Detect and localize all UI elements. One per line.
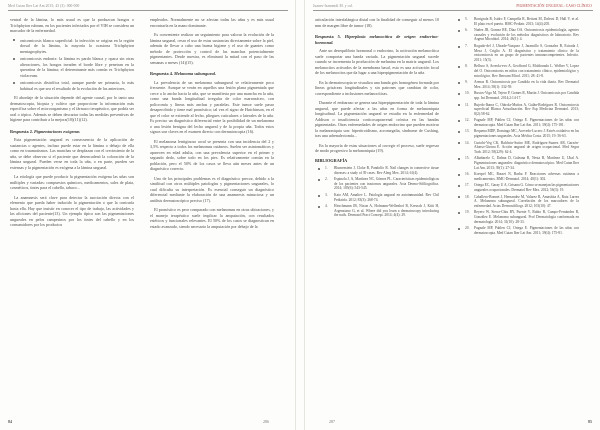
- section-number: Respuesta 5.: [315, 34, 345, 39]
- paragraph: La anamnesis será clave para detectar la asociación directa con el elemento que pueda haber inducido la pigmentación o que la contraría hasta ella. Hay que insistir en conocer el tipo de trabajo, las actividades y las aficiones del paciente(13). Un ejemplo típico son las pigmentaciones ungueales en pelos campesinos por los tintes del cabello y en los consumidores por los productos: [10, 194, 134, 227]
- right-page: [304, 0, 600, 430]
- reference-item: [465, 183, 579, 192]
- header-rule: [313, 10, 593, 11]
- reference-text: Pugnale MP, Pahlen CJ, Ortega E. Pigmentaciones de las uñas con dermatoscopia. Med Cutan Iber Lat Am. 2011; 39(4): 175-181.: [474, 118, 579, 127]
- reference-text: Caballero-Bonnet J, Hernandez M, Valarez R, Amashita A, Ruiz Larrea A. Melanoma subungueal. Correlación de los marcadores de la enfermedad. Actas Dermosifiliogr. 2012; 103(10): 47.: [474, 194, 579, 208]
- reference-item: [465, 129, 579, 138]
- reference-item: [465, 64, 579, 78]
- reference-number: 12.: [465, 118, 470, 123]
- paragraph: La prevalencia de un melanoma subungueal se relativamente poco frecuente. Aunque se verán en aquellos una lesión plana pigmentada que crece a lo ancho hacia la uña, que se manifiesta por una mancha en la uña, como una banda longitudinal irregular de color marronáceo, con policromía y líneas más anchas y paralelas. Este tumor suele pasar desapercibido y tiene mal pronóstico; tal vez el signo de Hutchinson, en el que el color se extiende al lecho, pliegues cuticulares o laterales de la uña. Es preciso un diagnóstico diferencial entre la posibilidad de un melanoma o una lesión benigna del lecho ungueal y de la propia uña. Todos estos signos son claves en el examen directo con dermatoscopia (16).: [150, 79, 274, 134]
- bibliography-heading: BIBLIOGRAFÍA: [315, 157, 348, 163]
- paragraph: ventral de la lámina, lo más usual es que la produzcan hongos o Trichphyton rubrum, en los pacientes infectados por el VIH se considera un marcador de la enfermedad.: [10, 17, 134, 33]
- reference-item: [465, 172, 579, 181]
- bullet-item: onicomicosis blanca superficial: la infección se origina en la región dorsal de la lámina, la mayoría la ocasiona Trichphyton mentagrophytes.: [20, 37, 134, 54]
- reference-number: 10.: [465, 91, 470, 96]
- reference-number: 4.: [325, 204, 328, 209]
- section-title: Pigmentaciones exógenas: [34, 128, 80, 134]
- reference-item: [325, 166, 439, 175]
- reference-text: Bustos-Vigo M, Tejero P, Gomes R, Martin J. Onicomicosis por Candida spp. Int Dermatol. 2014;2:14-17.: [474, 91, 579, 100]
- reference-list: [455, 17, 579, 235]
- reference-text: Arenas R. Onicomicosis por Candida en la vida diaria. Rev Dermatol Mex. 2014; 58(1): 332-59.: [474, 80, 579, 89]
- reference-item: [465, 44, 579, 62]
- bullet-item: onicomicosis distrófica total, aunque puede ser primaria, lo más habitual es que sea el resultado de la evolución de las anteriores.: [20, 80, 134, 91]
- reference-text: Bonigrafa R, Isidro F, Campella R, Bettoni M, Dalessi D, Hall V, et al. El plato en el puerto. BMC-Pediatr. 2013; 14(4):205.: [474, 17, 579, 26]
- reference-item: [325, 177, 439, 191]
- reference-text: Kato AM, Amaliev L. Patología ungueal en autoinmunidad. Rev Chil Pediatría. 2012; 83(3): 268-74.: [334, 192, 439, 202]
- sequence-number: 286: [263, 419, 269, 424]
- running-header-journal: Med Cutan Iber Lat Am 2015; 43 (3): 000-000: [8, 4, 80, 8]
- reference-item: [465, 226, 579, 235]
- reference-number: 20.: [465, 226, 470, 231]
- reference-item: [465, 141, 579, 155]
- reference-number: 13.: [465, 129, 470, 134]
- reference-item: [465, 28, 579, 42]
- paragraph: empleados. Normalmente no se afectan todas las uñas y es más usual encontrarla en la mano dominante.: [150, 17, 274, 28]
- reference-number: 11.: [465, 102, 470, 107]
- reference-item: [465, 156, 579, 170]
- text-column-1: [10, 17, 134, 232]
- header-rule: [8, 10, 288, 11]
- reference-text: Ortega EC, Garay U A, Grisana G. Cómo se manejan las pigmentaciones ungueales ocupacionales. Dermatol Rev Mex. 2012; 56(3): 19.: [474, 183, 579, 192]
- paragraph: En la mayoría de estas situaciones al corregir el proceso, suele regresar de modo progresivo la melanoniquia (19).: [315, 142, 439, 153]
- reference-text: Blumenstein J, Cloke B, Pandolfo R. Nail changes in connective tissue diseases: a study of 39 cases. Rev Alerg Mex. 2014; 61(4).: [334, 166, 439, 175]
- reference-text: Espinola J, A, Martínez NC, Gómez PL. Características epidemiológicas de los pacientes con trastornos ungueales. Acta Dermo-Sifiliográfica. 2014; 105(6): 543-545.: [334, 177, 439, 191]
- reference-text: Reyero W, Sierra-Chiu RY, Puente V, Rubio R, Campo-Fernández R, González E. Melanoma subungueal. Prof Dermatología conformada en dermatología. 2014; 31(10): 28-33.: [474, 210, 579, 224]
- paragraph: Uno de los principales problemas es el diagnóstico precoz, debido a la similitud con otros múltiples patologías y pigmentaciones ungueales, lo cual dificulta su interpretación. Es esencial conseguir un diagnóstico diferencial mediante la elaboración de una anamnesis minuciosa y un análisis dermatoscópico preciso (17).: [150, 175, 274, 203]
- paragraph: El pronóstico es peor comparado con melanomas en otras ubicaciones, y el manejo terapéutico suele implicar la amputación, con resultados estéticos y funcionales relevantes. El 50% de los casos se diagnostican en estado avanzado, siendo necesario la amputación por debajo de la: [150, 207, 274, 229]
- paragraph: El melanoma lentiginoso acral se presenta con una incidencia del 2 y 3,5% respecto a todos los melanomas cutáneos. Suelen ser asintomáticos y aparecen en edad adulta, con una prevalencia superior en el primer y segundo dedo, sobre todo en los pies. Es relativamente común en la población, pero el 50% de los casos se lleva aún meses antes de un diagnóstico correcto.: [150, 138, 274, 171]
- paragraph: El abordaje de la situación depende del agente causal, por lo tanto una dermatoscopia, biopsia y cultivo que proporcione la información más específica sobre el microorganismo y el fármaco terapéutico, que podría ser oral o tópico. Además se deben descartar todas las medidas preventivas de higiene para contribuir a la mejora(10)(11)(12).: [10, 95, 134, 122]
- reference-item: [465, 17, 579, 26]
- reference-number: 7.: [465, 43, 468, 48]
- bullet-item: onicomicosis endonix: la lámina es pardo blanca y opaca sin otras alteraciones, los hongos invaden el borde libre y penetran en la queratina de la lámina; el determinante más común es Trichphyton violaceum.: [20, 56, 134, 78]
- reference-item: [465, 80, 579, 89]
- reference-number: 19.: [465, 210, 470, 215]
- reference-item: [465, 91, 579, 100]
- reference-number: 1.: [325, 166, 328, 170]
- sequence-number: 287: [329, 419, 335, 424]
- paragraph: Es conveniente realizar un seguimiento para valorar la evolución de la lámina ungueal, cesar el uso de estas sustancias directamente sobre la piel, además de llevar a cabo una buena higiene y el uso de guantes como método de protección y control de las manchas potencialmente pigmentantes. Desde nuestra, es eliminará la mitad con el paso de las semanas o meses (14)(15).: [150, 32, 274, 65]
- running-header-title: PIGMENTACIÓN UNGUEAL: CASO CLÍNICO: [516, 4, 592, 8]
- paragraph: En la dermatoscopia se visualiza una banda gris homogénea formada por líneas grisáceas longitudinales y sin patrones que cambian de color, correspondiente a inclusiones melanocíticas.: [315, 79, 439, 96]
- reference-number: 2.: [325, 177, 328, 182]
- reference-number: 16.: [465, 172, 470, 177]
- reference-item: [465, 195, 579, 209]
- reference-text: Curtobi-Veg CK, Baldwin-Suttro ME, Rodríguez-Suarez AR, Garzón-Alonso-Girona E. Acción ungueal de origen ocupacional. Med Segur Trab. 2012; 58(229): 62-4.: [474, 140, 579, 154]
- running-header-authors: Juanes-Isamendi M. y col.: [313, 4, 354, 8]
- reference-text: Bellsoo S, Arreola-evo A, Geoffrard G, Moldonado L. Wolber V, Lopez del O. Onicomicosis en niños con tratamiento clínico, epidemiológico y micológico. Rev Iberoam Micol. 2011; 28: 41-8.: [474, 64, 579, 78]
- reference-text: Requena MDP, Domingo MC, Acevedo-Lucero J. Estrés oxidativo en las pigmentaciones ungueales. Acta Médica Costa. 2015; 19: 56-63.: [474, 129, 579, 139]
- reference-number: 6.: [465, 28, 468, 33]
- paragraph: Esta pigmentación ungueal es consecuencia de la aplicación de sustancias o agentes, incluso puede estar en la lámina o debajo de ella como en traumatismos. Las manchas se desplazan con el crecimiento de la uña, se debe observar si el paciente que desencadenó la coloración de la lámina ungueal. Pueden verse en toda la uña, o en parte, pueden ser extensas y la pigmentación es exógena a la lámina ungueal.: [10, 137, 134, 170]
- reference-text: Albañarelo C, Dalma D, Galeana R, Nesta R, Martínez U, Ubal A. Pigmentaciones ungueales: diagnóstico dermatoscópico. Med Cutan Iber Lat Am. 2013; 39(1): 27-34.: [474, 156, 579, 170]
- reference-number: 3.: [325, 192, 328, 197]
- reference-item: [465, 210, 579, 224]
- reference-item: [465, 118, 579, 127]
- section-number: Respuesta 2.: [10, 128, 34, 134]
- section-number: Respuesta 4.: [150, 71, 174, 76]
- section-title: Melanoma subungueal.: [174, 71, 217, 76]
- reference-item: [325, 193, 439, 202]
- page-number: 84: [8, 419, 12, 424]
- text-column-2: [455, 17, 579, 239]
- section-heading: [10, 129, 134, 135]
- paragraph: Durante el embarazo se genera una hiperpigmentación de toda la lámina ungueal, que puede afectar a las uñas en forma de melanoniquia longitudinal. La pigmentación ungueal se estudia en la enfermedad de Addison o insuficiencia corticosuprarrenal crónica en las bandas pigmentadas. Otras enfermedades de origen endocrino que pueden motivar la melanoniquia son: hipertiroidismo, acromegalia, síndrome de Cushing, tras una adrenalectomía...: [315, 100, 439, 138]
- section-title: Hiperplasia melanocítica de origen endocrino-hormonal.: [315, 34, 439, 45]
- text-column-1: [315, 17, 439, 222]
- page-number: 85: [588, 419, 592, 424]
- section-heading: [315, 34, 439, 45]
- paragraph: Ante un desequilibrio hormonal o endocrino, la activación melanocítica suele comportar una banda variada. La pigmentación ungueal sucede cuando se incrementa la producción de melanina en la matriz ungueal. Los melanocitos activados de la membrana basal, esto es una activación focal de los melanocitos que da lugar a una hiperpigmentación de la uña.: [315, 48, 439, 75]
- paragraph: articulación interfalángica distal con la finalidad de conseguir al menos 10 mm de margen libre de tumor (18).: [315, 17, 439, 28]
- reference-number: 9.: [465, 80, 468, 85]
- reference-item: [465, 103, 579, 117]
- section-heading: [150, 71, 274, 77]
- reference-text: Rogado-del J, Ubrade-Vazquez J, Jaramillo S, Gonzalez B, Estrada J, Mesa J, Criglio A. El diagnóstico y tratamiento clínico de la onicomicosis en un grupo de pacientes inmunocompetentes. Infectio. 2011; 15(3).: [474, 43, 579, 62]
- left-page: [0, 0, 296, 430]
- reference-text: Bujedo-Ibarra C, Otárola-Muñoz A, Galán-Rodríguez R. Onicomicosis superficial Blanca Actualización. Rev Esp Medicina Dermatol. 2013; 8(2):58-62.: [474, 102, 579, 116]
- reference-number: 15.: [465, 156, 470, 161]
- reference-number: 17.: [465, 183, 470, 188]
- reference-text: Hirschmann JB, Nixon A, Hofmann-Wellenhof R, Kreusch J, Kitti H, Argenziano G, et al. Where did you learn a dermatoscopy introducing the nails. Dermatol Pract Concept. 2014; 4(4): 29.: [334, 204, 439, 218]
- paragraph: La etiología que puede producir la pigmentación exógena las uñas son múltiples y variadas: compuestos químicos, medicamentos, sales de plata, cosméticos, tintes para el cabello, tabaco...: [10, 174, 134, 190]
- reference-text: Pugnale MP, Pahlen CJ, Ortega E. Pigmentaciones de las uñas con dermatoscopia. Med Cutan Iber Lat Am. 2011; 39(4): 175-81.: [474, 226, 579, 235]
- bullet-list: [10, 38, 134, 92]
- reference-item: [325, 204, 439, 218]
- reference-number: 14.: [465, 140, 470, 145]
- reference-number: 8.: [465, 64, 468, 69]
- reference-number: 18.: [465, 194, 470, 199]
- reference-text: Koerpel MC, Basset N, Barba F. Reacciones adversas cutáneas a medicamentos. BMC-Dermatol. 2014; 40(1): 302.: [474, 172, 579, 181]
- reference-list: [315, 166, 439, 218]
- reference-number: 5.: [465, 17, 468, 21]
- reference-text: Nuñez JR, Gomez RE, Díaz OA. Onicomicosis epidemiología, agentes causales y evolución de los métodos diagnósticos de laboratorio. Rev Argent Microbiol. 2014; 46(1): 4.: [474, 28, 579, 42]
- text-column-2: [150, 17, 274, 233]
